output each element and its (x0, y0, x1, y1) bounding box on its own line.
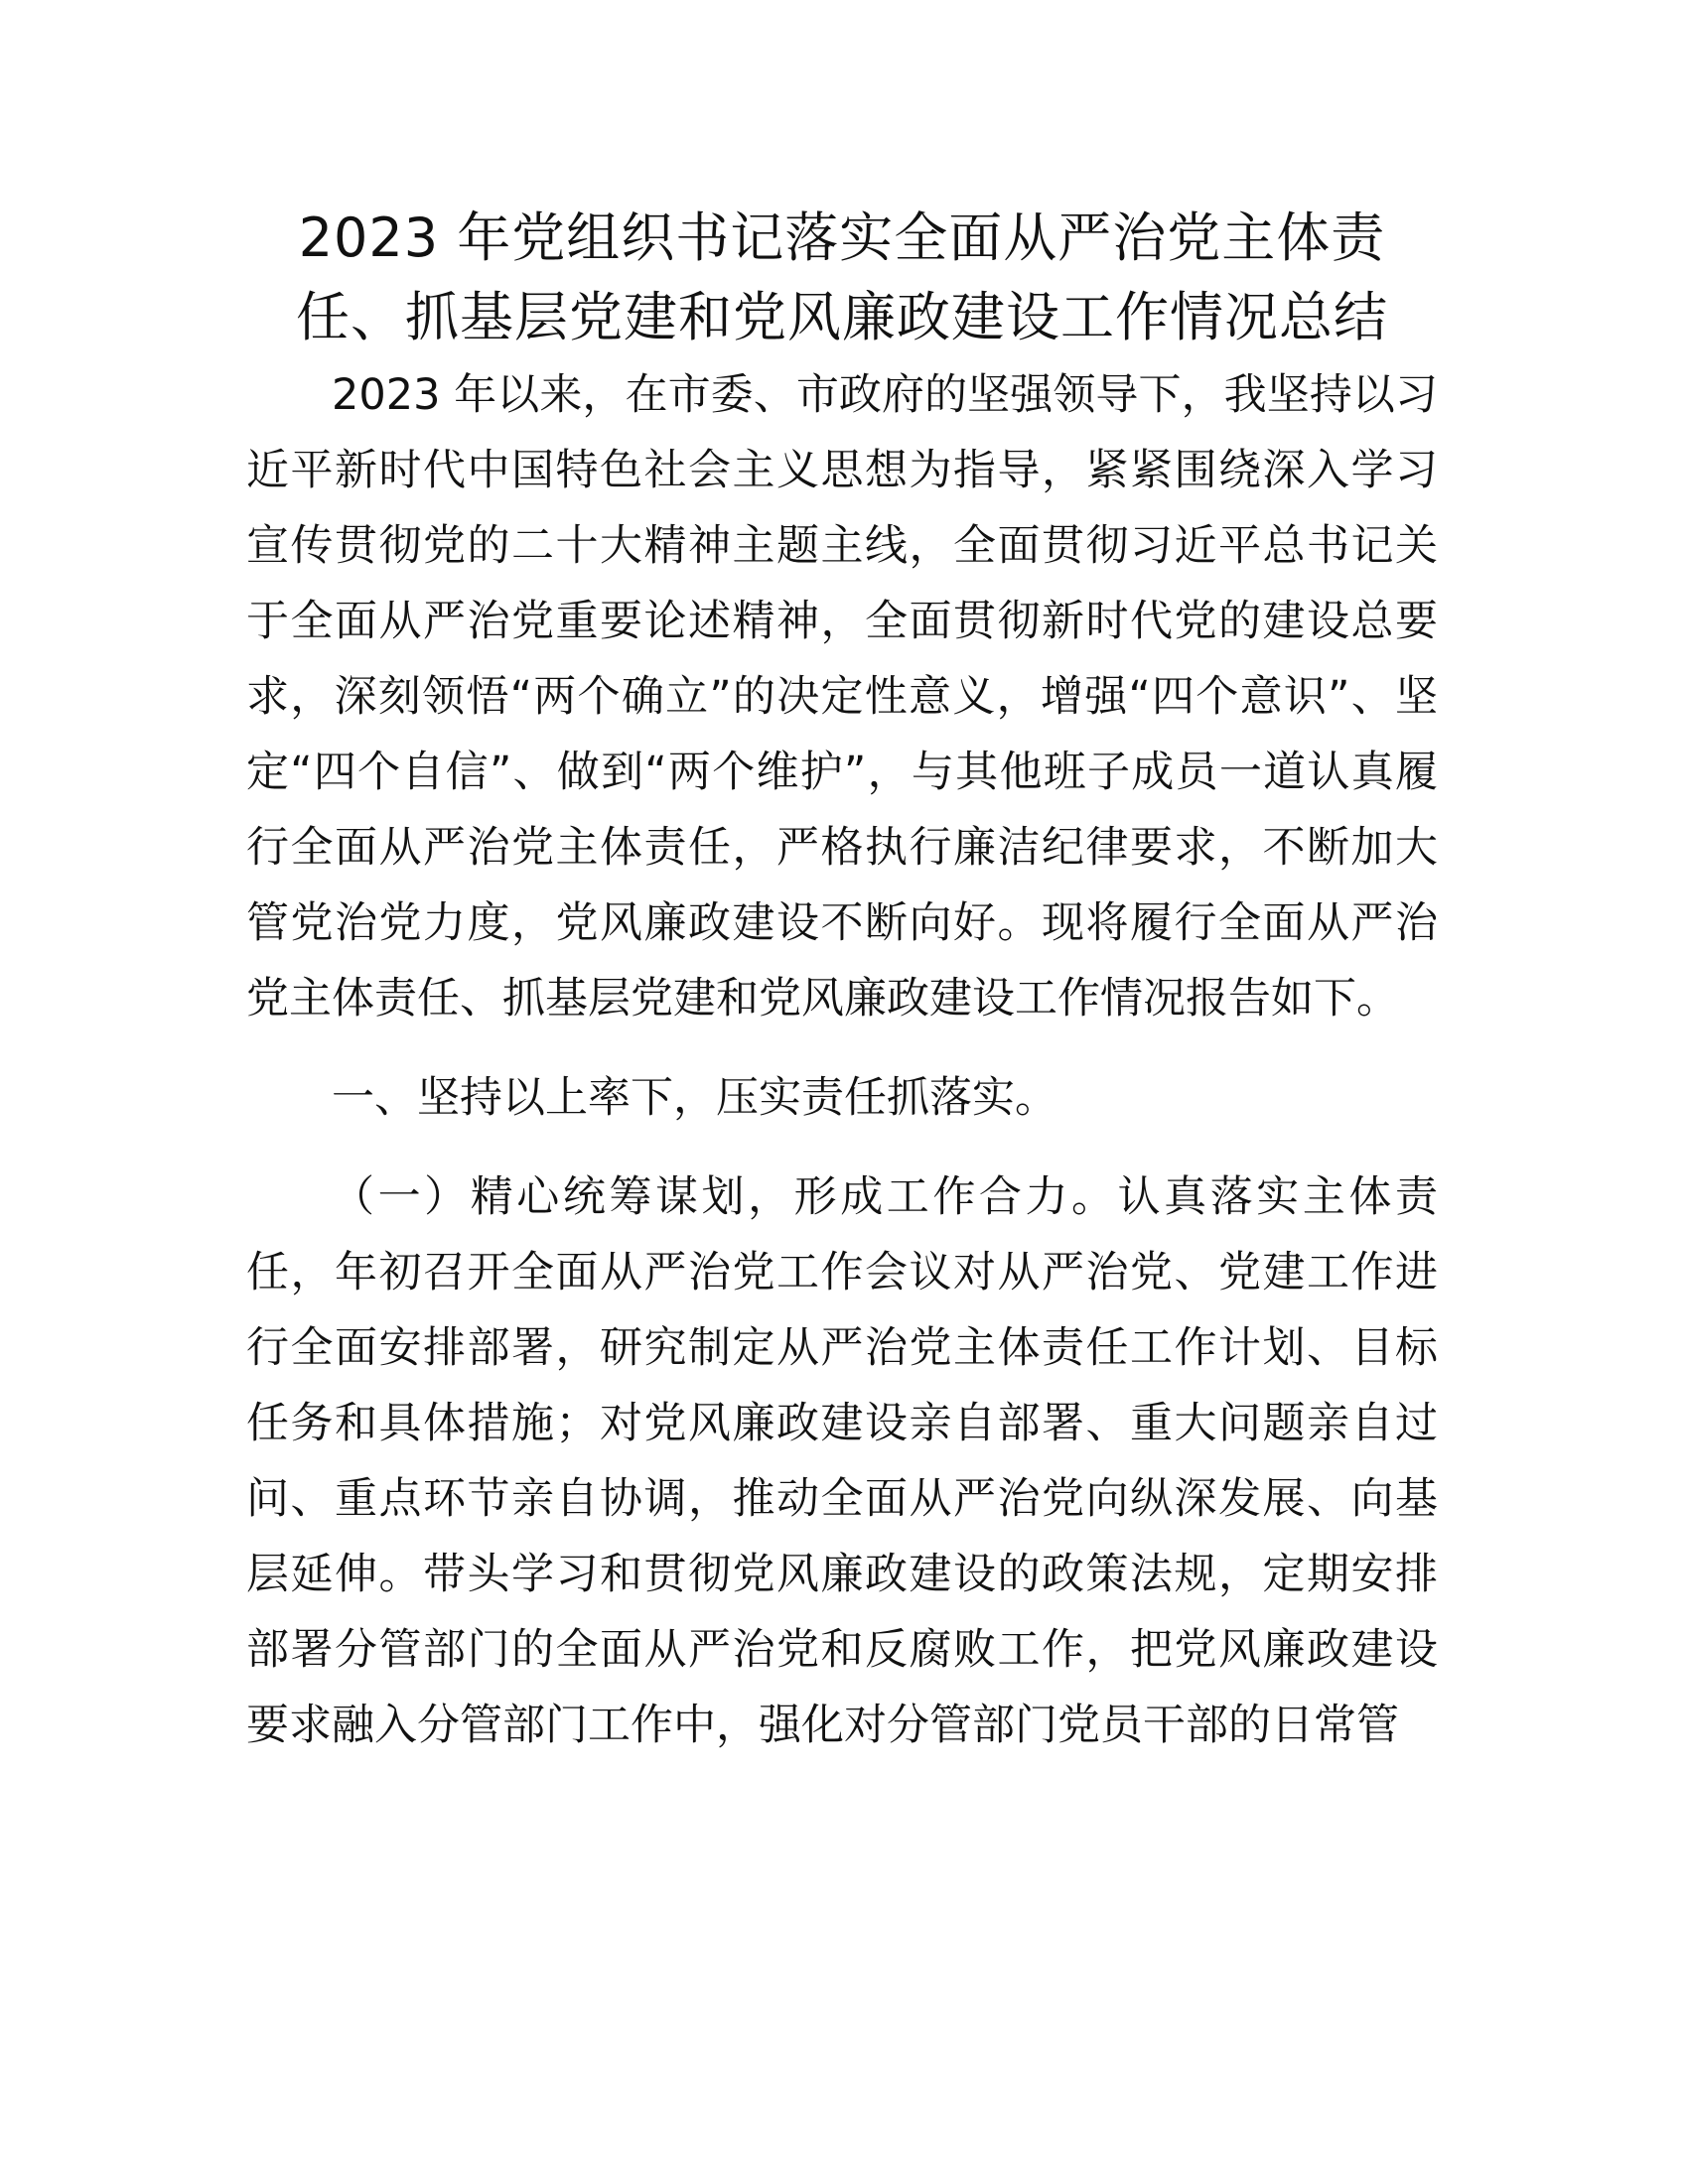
section-1-heading: 一、坚持以上率下，压实责任抓落实。 (332, 1073, 1057, 1123)
section-1-subsection-1: （一）精心统筹谋划，形成工作合力。认真落实主体责任，年初召开全面从严治党工作会议对从严治党、党建工作进行全面安排部署，研究制定从严治党主体责任工作计划、目标任务和具体措施；对党风廉政建设亲自部署、重大问题亲自过问、重点环节亲自协调，推动全面从严治党向纵深发展、向基层延伸。带头学习和贯彻党风廉政建设的政策法规，定期安排部署分管部门的全面从严治党和反腐败工作，把党风廉政建设要求融入分管部门工作中，强化对分管部门党员干部的日常管 (246, 1172, 1438, 1750)
intro-paragraph: 2023 年以来，在市委、市政府的坚强领导下，我坚持以习近平新时代中国特色社会主义思想为指导，紧紧围绕深入学习宣传贯彻党的二十大精神主题主线，全面贯彻习近平总书记关于全面从严治党重要论述精神，全面贯彻新时代党的建设总要求，深刻领悟“两个确立”的决定性意义，增强“四个意识”、坚定“四个自信”、做到“两个维护”，与其他班子成员一道认真履行全面从严治党主体责任，严格执行廉洁纪律要求，不断加大管党治党力度，党风廉政建设不断向好。现将履行全面从严治党主体责任、抓基层党建和党风廉政建设工作情况报告如下。 (246, 370, 1438, 1024)
document-title (246, 199, 1438, 357)
document-page (246, 199, 1438, 1763)
title-line-1: 2023 年党组织书记落实全面从严治党主体责 (298, 206, 1386, 269)
title-line-2: 任、抓基层党建和党风廉政建设工作情况总结 (296, 286, 1388, 348)
